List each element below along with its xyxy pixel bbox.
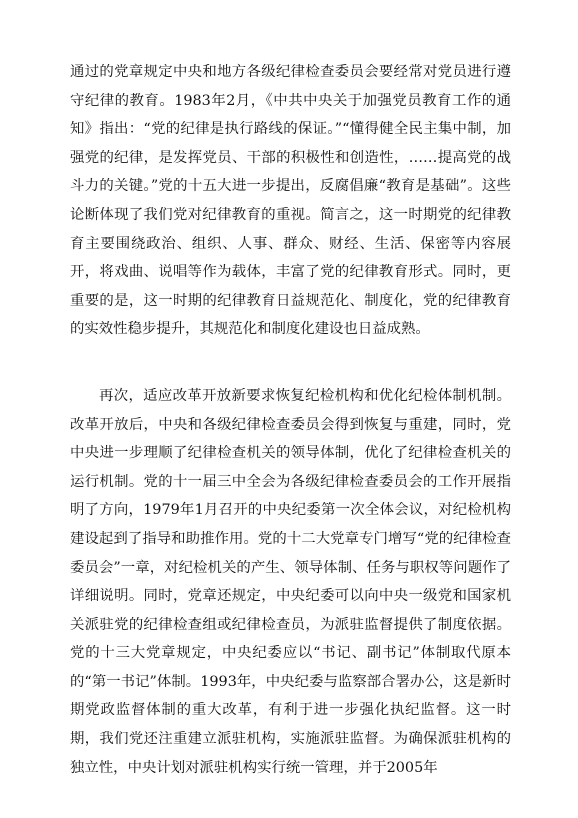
document-page <box>70 58 511 782</box>
body-paragraph-2: 再次，适应改革开放新要求恢复纪检机构和优化纪检体制机制。改革开放后，中央和各级纪律检查委员会得到恢复与重建，同时，党中央进一步理顺了纪律检查机关的领导体制，优化了纪律检查机关的运行机制。党的十一届三中全会为各级纪律检查委员会的工作开展指明了方向，1979年1月召开的中央纪委第一次全体会议，对纪检机构建设起到了指导和助推作用。党的十二大党章专门增写“党的纪律检查委员会”一章，对纪检机关的产生、领导体制、任务与职权等问题作了详细说明。同时，党章还规定，中央纪委可以向中央一级党和国家机关派驻党的纪律检查组或纪律检查员，为派驻监督提供了制度依据。党的十三大党章规定，中央纪委应以“书记、副书记”体制取代原本的“第一书记”体制。1993年，中央纪委与监察部合署办公，这是新时期党政监督体制的重大改革，有利于进一步强化执纪监督。这一时期，我们党还注重建立派驻机构，实施派驻监督。为确保派驻机构的独立性，中央计划对派驻机构实行统一管理，并于2005年 <box>70 387 511 776</box>
paragraph-gap <box>70 344 511 382</box>
body-paragraph-1: 通过的党章规定中央和地方各级纪律检查委员会要经常对党员进行遵守纪律的教育。1983年2月，《中共中央关于加强党员教育工作的通知》指出：“党的纪律是执行路线的保证。”“懂得健全民主集中制，加强党的纪律，是发挥党员、干部的积极性和创造性，……提高党的战斗力的关键。”党的十五大进一步提出，反腐倡廉“教育是基础”。这些论断体现了我们党对纪律教育的重视。简言之，这一时期党的纪律教育主要围绕政治、组织、人事、群众、财经、生活、保密等内容展开，将戏曲、说唱等作为载体，丰富了党的纪律教育形式。同时，更重要的是，这一时期的纪律教育日益规范化、制度化，党的纪律教育的实效性稳步提升，其规范化和制度化建设也日益成熟。 <box>70 64 511 338</box>
